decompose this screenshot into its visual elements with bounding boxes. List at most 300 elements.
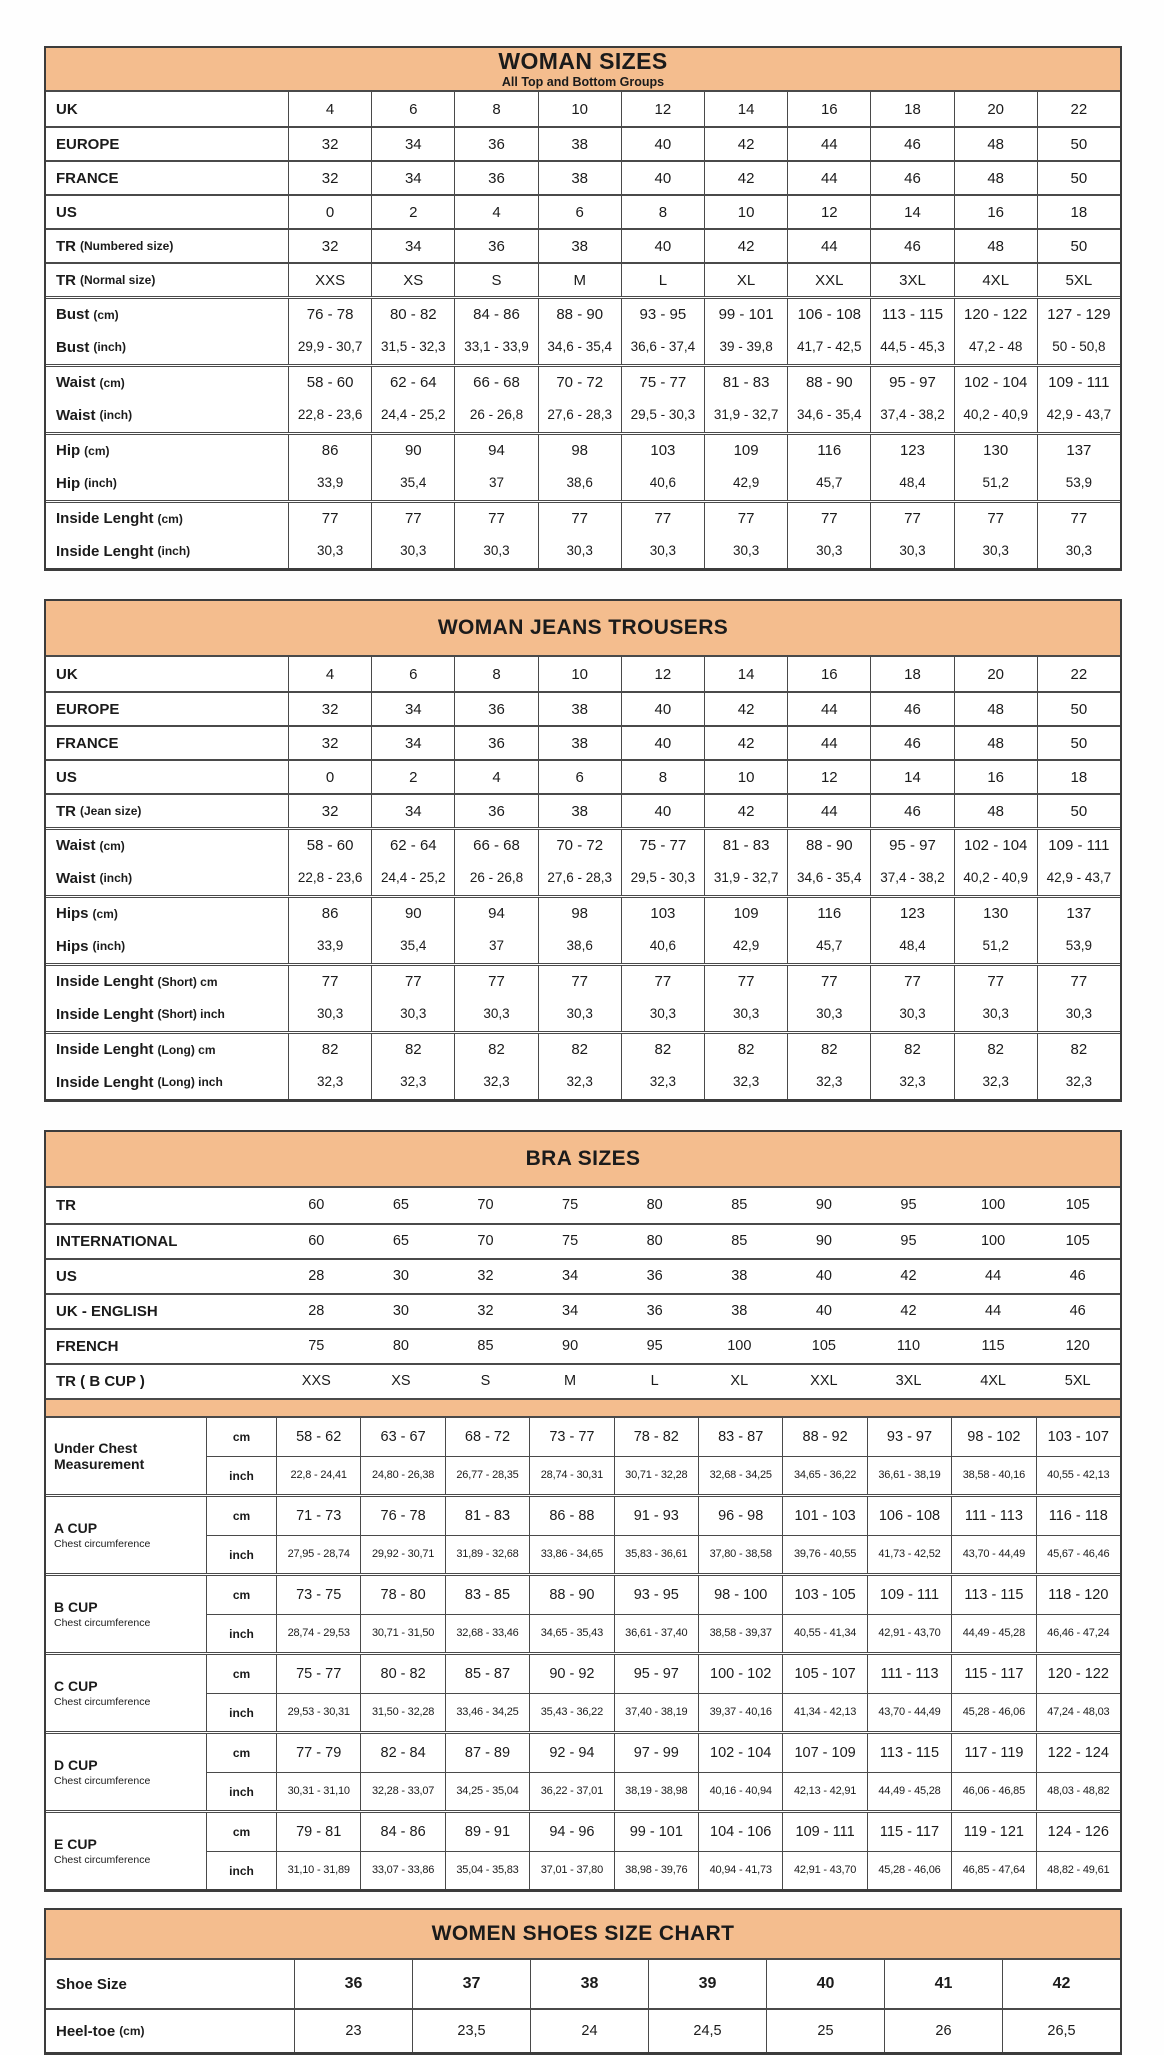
cup-label: [46, 1813, 206, 1889]
cell-value: 58 - 62: [276, 1418, 360, 1456]
row-label-note: (Short) inch: [157, 1007, 225, 1021]
cell-value: 75: [562, 1233, 579, 1250]
cell-value: 30,3: [454, 997, 537, 1031]
cell-value: 38: [731, 1268, 748, 1285]
women-shoes-table: [44, 1908, 1122, 2055]
cell-value: 82: [954, 1034, 1037, 1065]
cell-value: XL: [704, 264, 787, 296]
cell-value: 103 - 107: [1036, 1418, 1120, 1456]
row-label: [46, 503, 288, 534]
row-label-note: (Numbered size): [80, 239, 174, 253]
cell-value: 50: [1037, 727, 1120, 759]
cell-value: 77: [870, 503, 953, 534]
cell-value: 103: [621, 898, 704, 929]
cell-value: 127 - 129: [1037, 299, 1120, 330]
row-label: [46, 230, 288, 262]
cell-value: S: [480, 1373, 491, 1390]
cell-value: 48,82 - 49,61: [1036, 1851, 1120, 1889]
cell-value: 46: [870, 693, 953, 725]
cell-value: 115: [981, 1338, 1005, 1355]
unit-label-inch: inch: [206, 1535, 276, 1573]
cell-value: 70: [477, 1233, 494, 1250]
cell-value: 71 - 73: [276, 1497, 360, 1535]
cup-label-text: B CUP: [54, 1598, 98, 1615]
cell-value: 38: [530, 1960, 648, 2008]
cell-value: 119 - 121: [951, 1813, 1035, 1851]
cell-value: 77: [371, 966, 454, 997]
bra-cup-group: [46, 1731, 1120, 1810]
cell-value: 36: [454, 727, 537, 759]
unit-label-inch: inch: [206, 1614, 276, 1652]
cell-value: 30,3: [787, 997, 870, 1031]
cell-value: 50: [1037, 230, 1120, 262]
cell-value: 42,91 - 43,70: [782, 1851, 866, 1889]
cell-value: 47,2 - 48: [954, 330, 1037, 364]
row-label: [46, 830, 288, 861]
bra-cup-group: [46, 1418, 1120, 1494]
cup-label-subtext: Chest circumference: [54, 1538, 151, 1551]
cell-value: 107 - 109: [782, 1734, 866, 1772]
cell-value: 32,3: [288, 1065, 371, 1099]
cell-value: 77: [621, 503, 704, 534]
row-label: [46, 1960, 294, 2008]
cell-value: 137: [1037, 898, 1120, 929]
cell-value: 80: [646, 1197, 663, 1214]
cell-value: 38,58 - 39,37: [698, 1614, 782, 1652]
table-row: [46, 691, 1120, 725]
cell-value: 90 - 92: [529, 1655, 613, 1693]
cell-value: 44: [787, 727, 870, 759]
cell-value: 113 - 115: [867, 1734, 951, 1772]
cell-value: 20: [954, 657, 1037, 691]
cell-value: 41,7 - 42,5: [787, 330, 870, 364]
cell-value: 4XL: [954, 264, 1037, 296]
cup-label-subtext: Chest circumference: [54, 1696, 151, 1709]
cell-value: 62 - 64: [371, 830, 454, 861]
row-label-note: (cm): [157, 511, 183, 526]
cell-value: 87 - 89: [445, 1734, 529, 1772]
cell-value: 97 - 99: [614, 1734, 698, 1772]
cell-value: 79 - 81: [276, 1813, 360, 1851]
cell-value: 100: [727, 1338, 752, 1355]
woman-jeans-title: WOMAN JEANS TROUSERS: [437, 615, 729, 639]
cell-value: 30,3: [870, 534, 953, 568]
cup-label-subtext: Chest circumference: [54, 1617, 151, 1630]
cell-value: 16: [954, 196, 1037, 228]
cell-value: 24,4 - 25,2: [371, 398, 454, 432]
table-row: [46, 1031, 1120, 1065]
row-label-note: (Long) cm: [157, 1042, 216, 1057]
table-row: [46, 1223, 1120, 1258]
cell-value: 8: [621, 196, 704, 228]
cell-value: 98: [538, 435, 621, 466]
cell-value: 48: [954, 162, 1037, 194]
cell-value: 80: [646, 1233, 663, 1250]
cell-value: 62 - 64: [371, 367, 454, 398]
cell-value: 6: [538, 196, 621, 228]
cell-value: 4: [288, 657, 371, 691]
cell-value: 42: [704, 162, 787, 194]
row-label: [46, 162, 288, 194]
women-shoes-header: [46, 1910, 1120, 1960]
cell-value: 8: [454, 657, 537, 691]
cell-value: 16: [787, 92, 870, 126]
row-label-note: (inch): [93, 340, 127, 354]
row-label-note: (inch): [84, 476, 117, 490]
cell-value: 109 - 111: [1037, 830, 1120, 861]
cell-value: 41,34 - 42,13: [782, 1693, 866, 1731]
cell-value: 111 - 113: [867, 1655, 951, 1693]
cell-value: 14: [870, 761, 953, 793]
cell-value: 41: [884, 1960, 1002, 2008]
cell-value: 66 - 68: [454, 367, 537, 398]
cell-value: 30,3: [704, 997, 787, 1031]
cell-value: 30,3: [1037, 997, 1120, 1031]
row-label-text: UK: [56, 100, 78, 118]
cell-value: 48,03 - 48,82: [1036, 1772, 1120, 1810]
cell-value: 116: [787, 435, 870, 466]
row-label: [46, 128, 288, 160]
cell-value: 30,71 - 31,50: [360, 1614, 444, 1652]
cell-value: 28: [308, 1268, 325, 1285]
woman-jeans-rows: [46, 657, 1120, 1099]
cell-value: 32,68 - 34,25: [698, 1456, 782, 1494]
cell-value: 38,98 - 39,76: [614, 1851, 698, 1889]
cell-value: 42,13 - 42,91: [782, 1772, 866, 1810]
table-row: [46, 500, 1120, 534]
row-label: [46, 1260, 274, 1293]
row-label-note: (cm): [93, 307, 119, 322]
cell-value: 36: [454, 693, 537, 725]
table-row: [46, 1363, 1120, 1398]
cell-value: 115 - 117: [951, 1655, 1035, 1693]
cell-value: 6: [371, 657, 454, 691]
cell-value: 46: [870, 727, 953, 759]
cell-value: 26,77 - 28,35: [445, 1456, 529, 1494]
cell-value: 34,6 - 35,4: [787, 861, 870, 895]
cell-value: 42: [704, 693, 787, 725]
table-row: [46, 861, 1120, 895]
cell-value: 91 - 93: [614, 1497, 698, 1535]
cell-value: 40: [815, 1268, 832, 1285]
cell-value: 68 - 72: [445, 1418, 529, 1456]
cell-value: 38,6: [538, 466, 621, 500]
cell-value: 44: [787, 795, 870, 827]
row-label: [46, 1365, 274, 1398]
cell-value: 48: [954, 230, 1037, 262]
cell-value: 30,3: [704, 534, 787, 568]
cell-value: 123: [870, 898, 953, 929]
row-label-text: Inside Lenght: [56, 510, 154, 527]
cell-value: 40: [766, 1960, 884, 2008]
cell-value: 63 - 67: [360, 1418, 444, 1456]
cup-label: [46, 1576, 206, 1652]
row-label-text: Waist: [56, 869, 96, 887]
cell-value: 44,49 - 45,28: [951, 1614, 1035, 1652]
cell-value: 37,80 - 38,58: [698, 1535, 782, 1573]
cell-value: 137: [1037, 435, 1120, 466]
cell-value: 105 - 107: [782, 1655, 866, 1693]
cell-value: 116: [787, 898, 870, 929]
cell-value: 12: [787, 196, 870, 228]
cell-value: 29,9 - 30,7: [288, 330, 371, 364]
cell-value: 34: [371, 693, 454, 725]
cell-value: 35,4: [371, 929, 454, 963]
table-row: [46, 296, 1120, 330]
cell-value: 36: [454, 162, 537, 194]
row-label-text: Inside Lenght: [56, 1073, 154, 1091]
cell-value: 100: [980, 1197, 1006, 1214]
cell-value: 36,61 - 37,40: [614, 1614, 698, 1652]
cell-value: 42: [900, 1268, 917, 1285]
cell-value: 43,70 - 44,49: [951, 1535, 1035, 1573]
cell-value: 111 - 113: [951, 1497, 1035, 1535]
cell-value: 22: [1037, 92, 1120, 126]
row-label-text: US: [56, 1268, 77, 1285]
row-label: [46, 92, 288, 126]
cup-label-text: C CUP: [54, 1677, 98, 1694]
cell-value: 102 - 104: [954, 367, 1037, 398]
cell-value: 31,9 - 32,7: [704, 398, 787, 432]
cell-value: 103 - 105: [782, 1576, 866, 1614]
cell-value: XL: [730, 1373, 749, 1390]
table-row: [46, 793, 1120, 827]
row-label: [46, 997, 288, 1031]
cell-value: 30,3: [870, 997, 953, 1031]
cell-value: 50 - 50,8: [1037, 330, 1120, 364]
cell-value: 2: [371, 196, 454, 228]
cell-value: 75 - 77: [276, 1655, 360, 1693]
unit-label-inch: inch: [206, 1456, 276, 1494]
row-label-text: Inside Lenght: [56, 542, 154, 560]
row-label-text: TR ( B CUP ): [56, 1373, 145, 1390]
cell-value: 34: [371, 162, 454, 194]
cup-label-text: Under Chest Measurement: [54, 1439, 145, 1472]
cell-value: 32,3: [371, 1065, 454, 1099]
cell-value: 93 - 97: [867, 1418, 951, 1456]
cell-value: 103: [621, 435, 704, 466]
cell-value: 36: [646, 1303, 663, 1320]
cell-value: 39,37 - 40,16: [698, 1693, 782, 1731]
cell-value: 30,31 - 31,10: [276, 1772, 360, 1810]
cell-value: 38,19 - 38,98: [614, 1772, 698, 1810]
cell-value: 12: [621, 657, 704, 691]
cell-value: XS: [371, 264, 454, 296]
women-shoes-rows: [46, 1960, 1120, 2052]
cell-value: 4: [454, 196, 537, 228]
cell-value: 30,3: [787, 534, 870, 568]
unit-label-cm: cm: [206, 1734, 276, 1772]
cell-value: 33,9: [288, 466, 371, 500]
cell-value: 10: [704, 761, 787, 793]
table-row: [46, 2008, 1120, 2052]
table-row: [46, 534, 1120, 568]
cell-value: 81 - 83: [704, 367, 787, 398]
unit-label-cm: cm: [206, 1576, 276, 1614]
cell-value: 48,4: [870, 466, 953, 500]
cell-value: 82: [870, 1034, 953, 1065]
cell-value: 116 - 118: [1036, 1497, 1120, 1535]
cell-value: 98: [538, 898, 621, 929]
cell-value: 75 - 77: [621, 830, 704, 861]
cell-value: 10: [704, 196, 787, 228]
cell-value: 75: [562, 1197, 579, 1214]
cell-value: 86: [288, 898, 371, 929]
row-label-note: (cm): [84, 443, 110, 458]
cell-value: XXL: [810, 1373, 838, 1390]
cell-value: 16: [954, 761, 1037, 793]
cell-value: 40: [621, 128, 704, 160]
cell-value: 80: [392, 1338, 409, 1355]
cell-value: 30,3: [538, 534, 621, 568]
cell-value: 34: [371, 795, 454, 827]
cell-value: 31,10 - 31,89: [276, 1851, 360, 1889]
cell-value: 46,85 - 47,64: [951, 1851, 1035, 1889]
cell-value: 32,3: [454, 1065, 537, 1099]
row-label-text: FRANCE: [56, 734, 119, 752]
row-label-text: Heel-toe: [56, 2022, 116, 2040]
cell-value: XXS: [288, 264, 371, 296]
cell-value: 96 - 98: [698, 1497, 782, 1535]
cell-value: 34,65 - 35,43: [529, 1614, 613, 1652]
table-row: [46, 1328, 1120, 1363]
cell-value: 30,3: [454, 534, 537, 568]
bra-cup-rows: [46, 1418, 1120, 1889]
row-label: [46, 1330, 274, 1363]
cell-value: 98 - 102: [951, 1418, 1035, 1456]
row-label-text: Hip: [56, 442, 81, 459]
cell-value: 33,9: [288, 929, 371, 963]
cell-value: 3XL: [870, 264, 953, 296]
cell-value: 22,8 - 23,6: [288, 861, 371, 895]
bra-sizes-title: BRA SIZES: [525, 1146, 641, 1170]
cell-value: 77: [704, 503, 787, 534]
cell-value: L: [650, 1373, 659, 1390]
row-label-text: Hips: [56, 905, 89, 922]
cell-value: 32: [288, 795, 371, 827]
cell-value: 31,9 - 32,7: [704, 861, 787, 895]
cell-value: 38: [731, 1303, 748, 1320]
cell-value: 27,6 - 28,3: [538, 861, 621, 895]
row-label: [46, 898, 288, 929]
cell-value: 76 - 78: [288, 299, 371, 330]
cell-value: 30,3: [954, 997, 1037, 1031]
cell-value: 33,1 - 33,9: [454, 330, 537, 364]
cell-value: 29,5 - 30,3: [621, 861, 704, 895]
cell-value: 86: [288, 435, 371, 466]
row-label: [46, 435, 288, 466]
cell-value: 4XL: [980, 1373, 1006, 1390]
table-row: [46, 398, 1120, 432]
row-label: [46, 1065, 288, 1099]
cell-value: 85: [731, 1197, 748, 1214]
cell-value: 94: [454, 435, 537, 466]
cell-value: 37,4 - 38,2: [870, 861, 953, 895]
row-label-text: Inside Lenght: [56, 1041, 154, 1058]
cell-value: 88 - 90: [538, 299, 621, 330]
cell-value: 102 - 104: [954, 830, 1037, 861]
cell-value: 83 - 85: [445, 1576, 529, 1614]
bra-cup-group: [46, 1652, 1120, 1731]
cell-value: 42,91 - 43,70: [867, 1614, 951, 1652]
cell-value: 76 - 78: [360, 1497, 444, 1535]
cell-value: 77: [954, 966, 1037, 997]
cell-value: 118 - 120: [1036, 1576, 1120, 1614]
cell-value: 109 - 111: [867, 1576, 951, 1614]
cell-value: 40,2 - 40,9: [954, 398, 1037, 432]
cell-value: 37: [454, 466, 537, 500]
cell-value: 34,6 - 35,4: [538, 330, 621, 364]
cell-value: 130: [954, 435, 1037, 466]
cell-value: 65: [392, 1233, 409, 1250]
row-label-text: Inside Lenght: [56, 973, 154, 990]
table-row: [46, 160, 1120, 194]
woman-jeans-table: [44, 599, 1122, 1102]
cell-value: 47,24 - 48,03: [1036, 1693, 1120, 1731]
cell-value: 30,3: [288, 534, 371, 568]
table-row: [46, 228, 1120, 262]
cell-value: 82: [1037, 1034, 1120, 1065]
cell-value: S: [454, 264, 537, 296]
row-label-text: UK - ENGLISH: [56, 1303, 158, 1320]
cell-value: 36: [294, 1960, 412, 2008]
cell-value: 6: [538, 761, 621, 793]
cell-value: 44: [787, 128, 870, 160]
cell-value: 77: [288, 503, 371, 534]
cell-value: 85 - 87: [445, 1655, 529, 1693]
table-row: [46, 194, 1120, 228]
row-label: [46, 466, 288, 500]
cell-value: 32: [288, 162, 371, 194]
cell-value: 82: [371, 1034, 454, 1065]
row-label: [46, 196, 288, 228]
cell-value: 90: [815, 1197, 832, 1214]
cell-value: 31,50 - 32,28: [360, 1693, 444, 1731]
cell-value: 48: [954, 795, 1037, 827]
cell-value: 105: [811, 1338, 836, 1355]
cell-value: 23,5: [412, 2010, 530, 2052]
cell-value: 34,65 - 36,22: [782, 1456, 866, 1494]
row-label: [46, 727, 288, 759]
cell-value: 33,46 - 34,25: [445, 1693, 529, 1731]
row-label: [46, 2010, 294, 2052]
cell-value: 50: [1037, 693, 1120, 725]
cell-value: 93 - 95: [614, 1576, 698, 1614]
cell-value: 40: [621, 162, 704, 194]
cell-value: 88 - 90: [529, 1576, 613, 1614]
cup-label: [46, 1418, 206, 1494]
unit-label-cm: cm: [206, 1418, 276, 1456]
cell-value: 88 - 92: [782, 1418, 866, 1456]
cell-value: 26 - 26,8: [454, 861, 537, 895]
cell-value: 130: [954, 898, 1037, 929]
cell-value: 32: [477, 1268, 494, 1285]
cell-value: 82: [538, 1034, 621, 1065]
cell-value: 32,3: [787, 1065, 870, 1099]
table-row: [46, 725, 1120, 759]
unit-label-inch: inch: [206, 1693, 276, 1731]
cell-value: 46: [870, 162, 953, 194]
cell-value: 27,6 - 28,3: [538, 398, 621, 432]
cell-value: 38: [538, 162, 621, 194]
cell-value: 40,94 - 41,73: [698, 1851, 782, 1889]
cell-value: 30,3: [288, 997, 371, 1031]
cell-value: 106 - 108: [787, 299, 870, 330]
cell-value: 39: [648, 1960, 766, 2008]
cell-value: 42,9 - 43,7: [1037, 861, 1120, 895]
cell-value: 42: [1002, 1960, 1120, 2008]
cell-value: 109: [704, 435, 787, 466]
